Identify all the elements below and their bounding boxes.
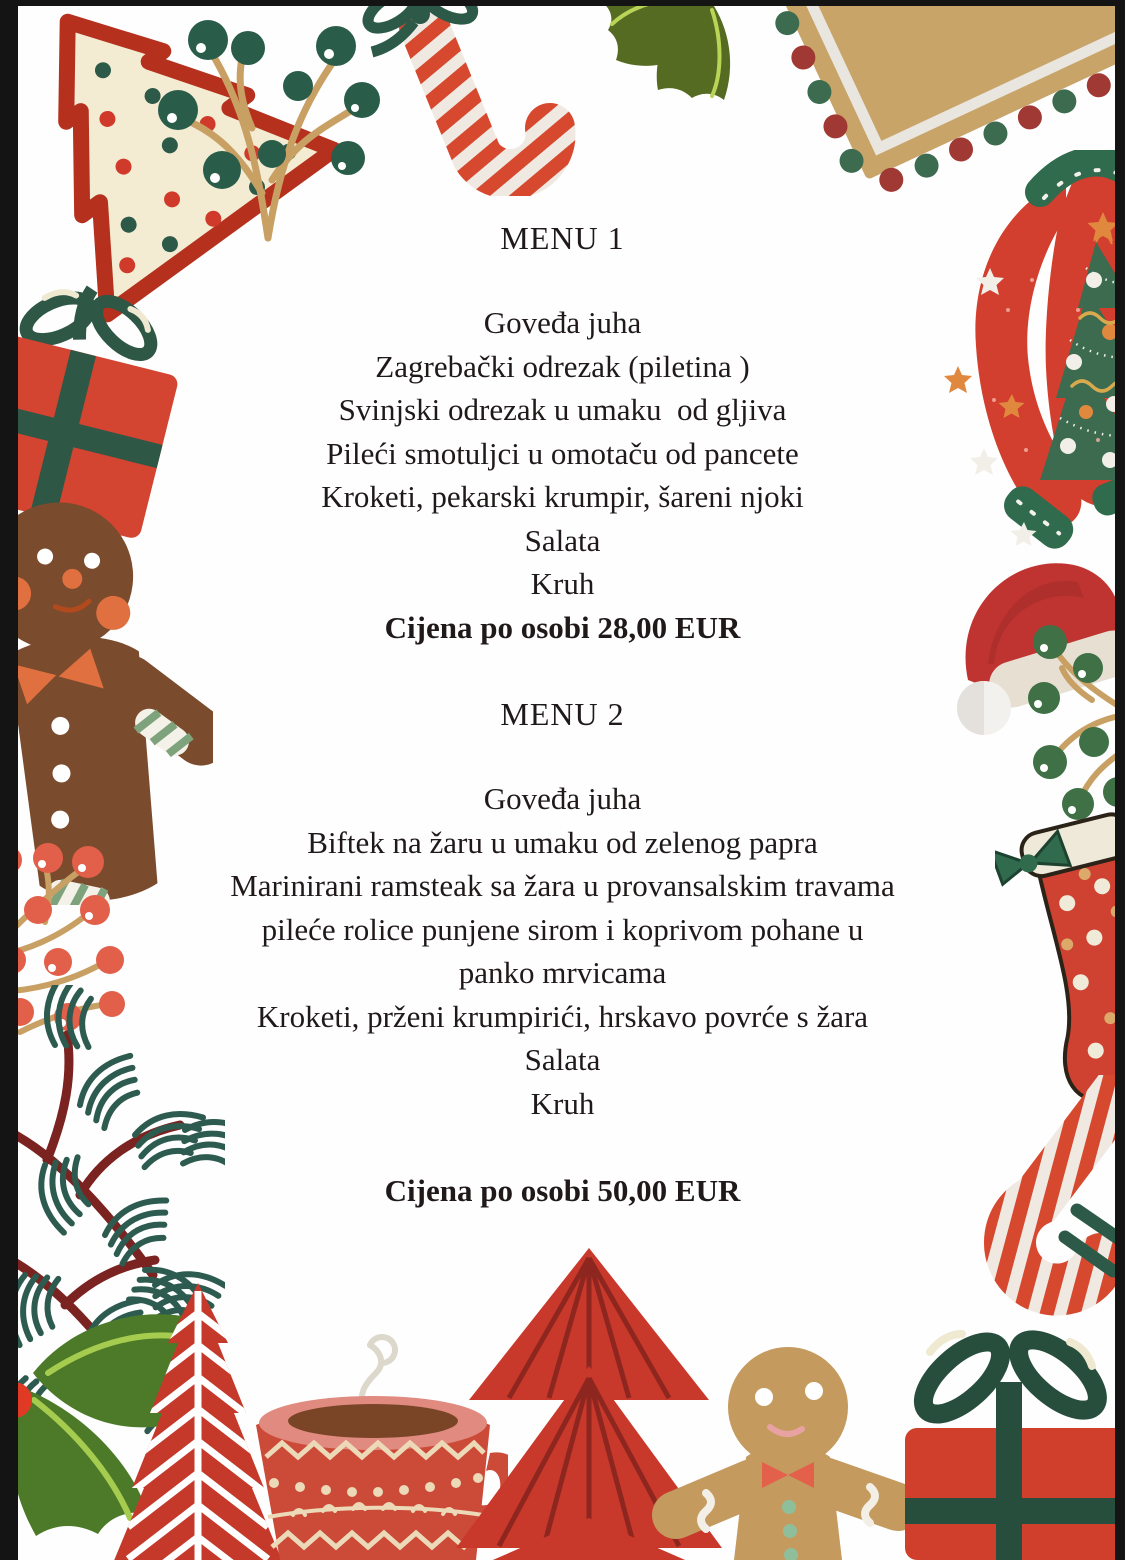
tan-gingerbread-man-icon [648, 1345, 928, 1560]
frame-edge-right [1115, 0, 1125, 1560]
menu2-item: Kruh [530, 1085, 595, 1121]
menu2-item: Biftek na žaru u umaku od zelenog papra [307, 824, 818, 860]
menu1-item: Svinjski odrezak u umaku od gljiva [338, 392, 787, 427]
menu2-item: pileće rolice punjene sirom i koprivom pohane u [261, 911, 864, 947]
menu2-item: panko mrvicama [458, 955, 667, 990]
menu2-item: Marinirani ramsteak sa žara u provansalskim travama [230, 868, 895, 903]
menu2-title: MENU 2 [500, 696, 625, 732]
menu2-item: Goveđa juha [483, 781, 642, 816]
menu1-title: MENU 1 [500, 220, 625, 256]
menu1-item: Goveđa juha [483, 305, 642, 340]
frame-edge-left [0, 0, 18, 1560]
bottom-gift-box-icon [890, 1320, 1125, 1560]
green-berries-icon [1022, 620, 1125, 820]
menu2-item: Kroketi, prženi krumpirići, hrskavo povrće s žara [256, 998, 869, 1034]
menu1-item: Kruh [530, 566, 595, 601]
menu1-price: Cijena po osobi 28,00 EUR [384, 609, 741, 645]
menu1-item: Kroketi, pekarski krumpir, šareni njoki [321, 479, 804, 514]
frame-edge-top [0, 0, 1125, 6]
menu-content [90, 216, 1035, 1213]
menu1-item: Pileći smotuljci u omotaču od pancete [326, 435, 799, 471]
candy-cane-icon [352, 0, 584, 196]
menu2-item: Salata [524, 1042, 601, 1077]
menu1-item: Salata [524, 522, 601, 558]
menu2-price: Cijena po osobi 50,00 EUR [384, 1173, 741, 1208]
menu1-item: Zagrebački odrezak (piletina ) [375, 348, 750, 384]
